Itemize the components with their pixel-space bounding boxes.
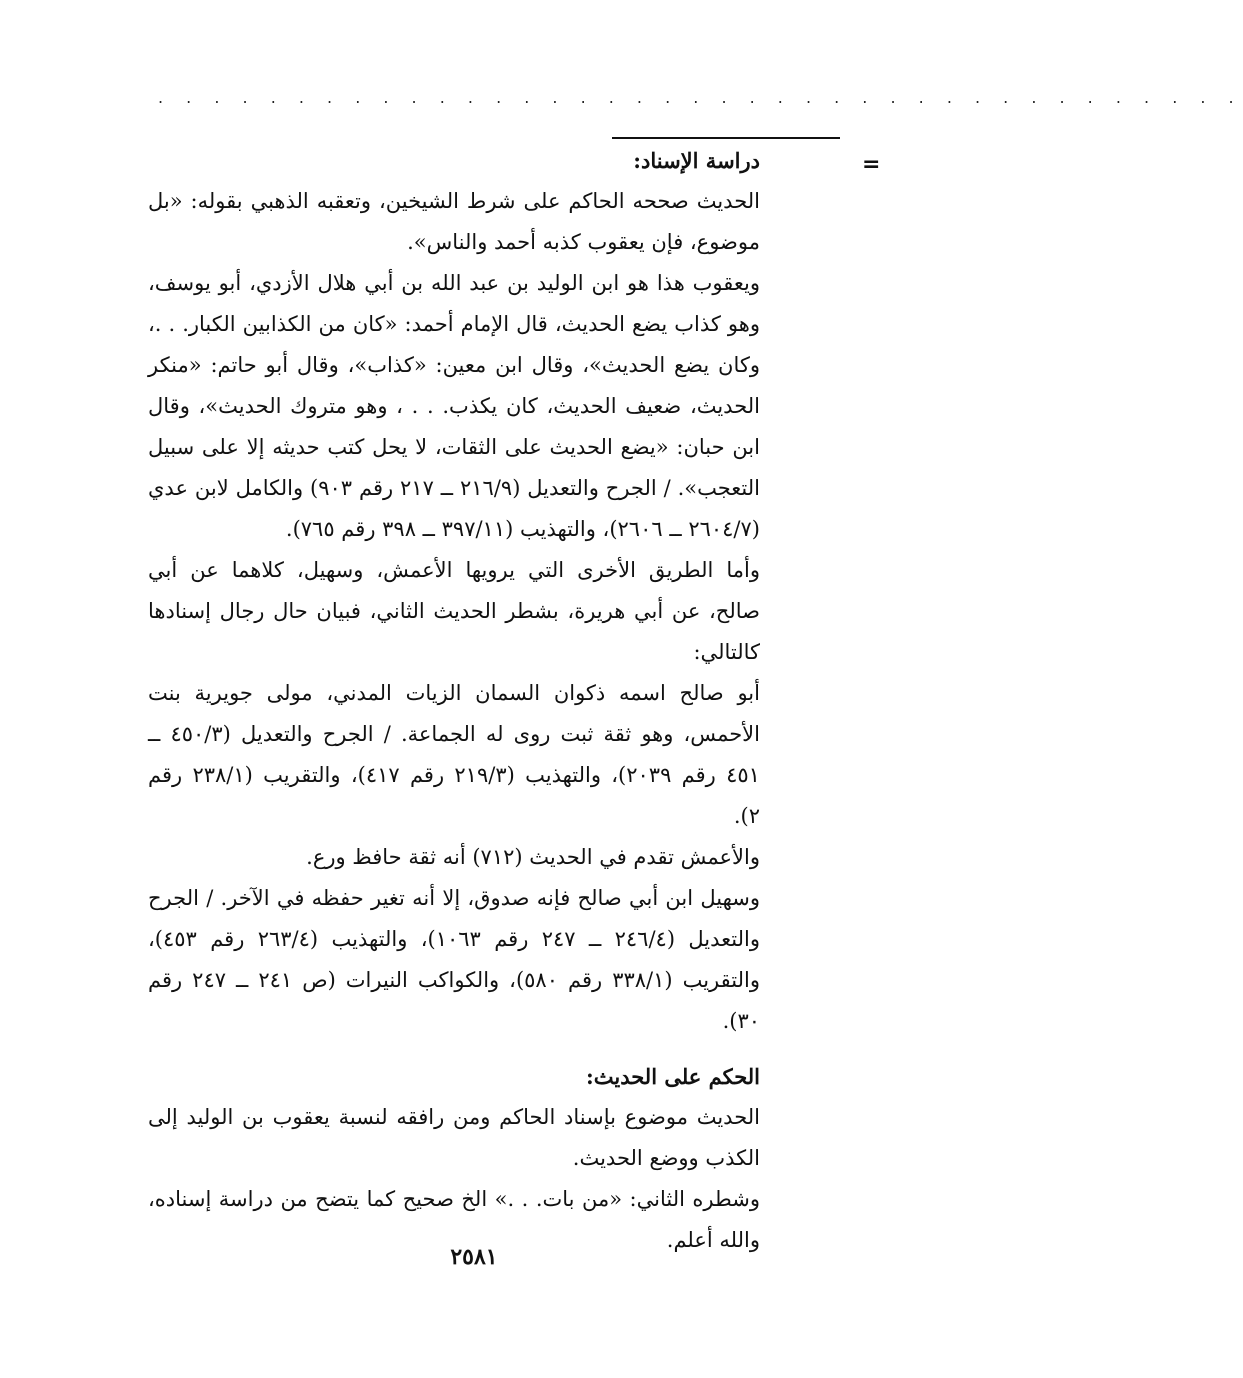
page-number: ٢٥٨١ bbox=[450, 1244, 498, 1270]
verdict-heading: الحكم على الحديث: bbox=[586, 1064, 760, 1089]
page-body bbox=[148, 140, 760, 1261]
verdict-paragraph-2: وشطره الثاني: «من بات. . .» الخ صحيح كما يتضح من دراسة إسناده، والله أعلم. bbox=[148, 1187, 760, 1252]
header-dotted-rule: . . . . . . . . . . . . . . . . . . . . . . . . . . . . . . . . . . . . . . . bbox=[158, 88, 1243, 107]
isnad-paragraph-4: أبو صالح اسمه ذكوان السمان الزيات المدني، مولى جويرية بنت الأحمس، وهو ثقة ثبت روى له الجماعة. / الجرح والتعديل (٤٥٠/٣ ــ ٤٥١ رقم ٢٠٣٩)، والتهذيب (٢١٩/٣ رقم ٤١٧)، والتقريب (٢٣٨/١ رقم ٢). bbox=[148, 681, 760, 828]
isnad-paragraph-2: ويعقوب هذا هو ابن الوليد بن عبد الله بن أبي هلال الأزدي، أبو يوسف، وهو كذاب يضع الحديث، قال الإمام أحمد: «كان من الكذابين الكبار. . .، وكان يضع الحديث»، وقال ابن معين: «كذاب»، وقال أبو حاتم: «منكر الحديث، ضعيف الحديث، كان يكذب. . . ، وهو متروك الحديث»، وقال ابن حبان: «يضع الحديث على الثقات، لا يحل كتب حديثه إلا على سبيل التعجب». / الجرح والتعديل (٢١٦/٩ ــ ٢١٧ رقم ٩٠٣) والكامل لابن عدي (٢٦٠٤/٧ ــ ٢٦٠٦)، والتهذيب (٣٩٧/١١ ــ ٣٩٨ رقم ٧٦٥). bbox=[148, 271, 760, 541]
heading-rule bbox=[612, 137, 840, 139]
isnad-paragraph-3: وأما الطريق الأخرى التي يرويها الأعمش، وسهيل، كلاهما عن أبي صالح، عن أبي هريرة، بشطر الحديث الثاني، فبيان حال رجال إسنادها كالتالي: bbox=[148, 558, 760, 664]
verdict-paragraph-1: الحديث موضوع بإسناد الحاكم ومن رافقه لنسبة يعقوب بن الوليد إلى الكذب ووضع الحديث. bbox=[148, 1105, 760, 1170]
margin-mark: = bbox=[862, 152, 881, 177]
isnad-paragraph-5: والأعمش تقدم في الحديث (٧١٢) أنه ثقة حافظ ورع. bbox=[306, 845, 760, 869]
isnad-paragraph-6: وسهيل ابن أبي صالح فإنه صدوق، إلا أنه تغير حفظه في الآخر. / الجرح والتعديل (٢٤٦/٤ ــ ٢٤٧ رقم ١٠٦٣)، والتهذيب (٢٦٣/٤ رقم ٤٥٣)، والتقريب (٣٣٨/١ رقم ٥٨٠)، والكواكب النيرات (ص ٢٤١ ــ ٢٤٧ رقم ٣٠). bbox=[148, 886, 760, 1033]
isnad-paragraph-1: الحديث صححه الحاكم على شرط الشيخين، وتعقبه الذهبي بقوله: «بل موضوع، فإن يعقوب كذبه أحمد والناس». bbox=[148, 189, 760, 254]
isnad-heading: دراسة الإسناد: bbox=[633, 148, 760, 173]
